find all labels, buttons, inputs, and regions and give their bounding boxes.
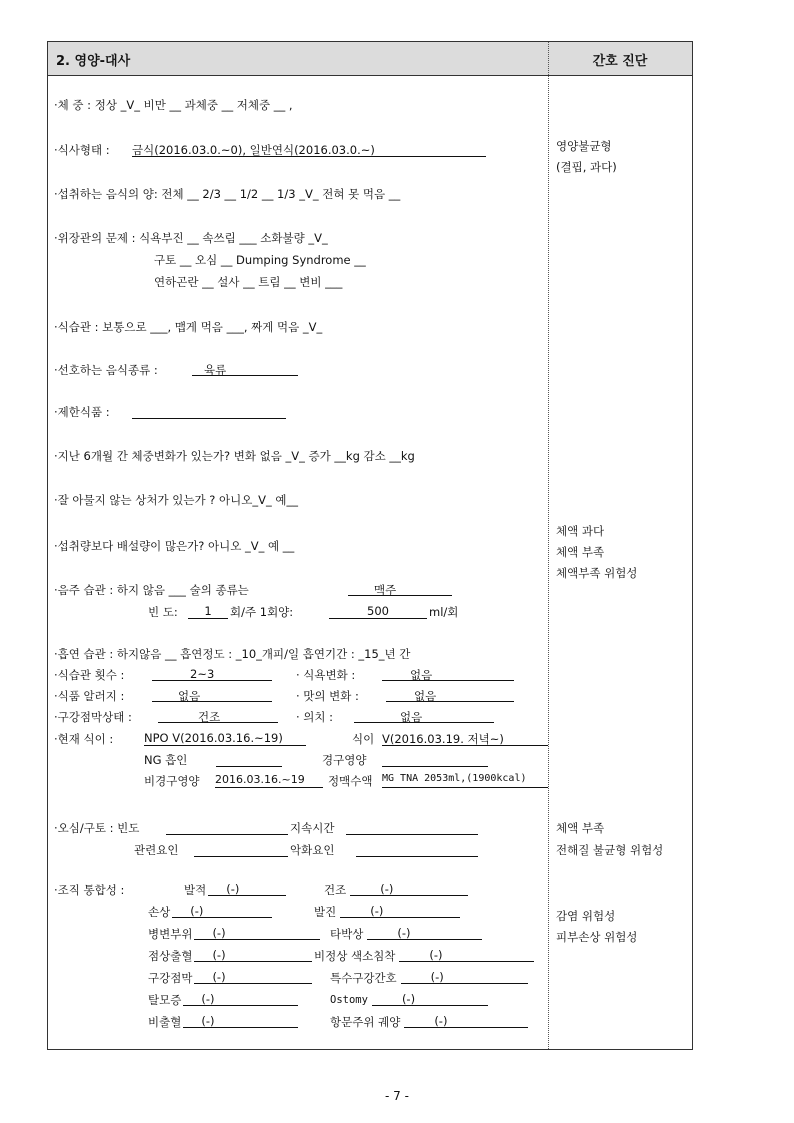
tissue-item-label: 탈모증 xyxy=(148,993,182,1007)
tissue-item-label: 발적 xyxy=(184,883,207,897)
tissue-item-b xyxy=(330,926,363,942)
diet-value: 금식(2016.03.0.~0), 일반연식(2016.03.0.~) xyxy=(132,142,486,157)
tissue-item-b-value-wrap xyxy=(399,948,534,962)
tissue-item-value-wrap xyxy=(183,1014,298,1028)
section-title: 2. 영양-대사 xyxy=(56,54,131,69)
nv-freq-line xyxy=(166,820,288,835)
tissue-item-label: 병변부위 xyxy=(148,927,193,941)
ng-label: NG 흡인 xyxy=(144,753,188,767)
tissue-item-b-label: 특수구강간호 xyxy=(330,971,397,985)
tissue-item-value-wrap xyxy=(194,926,320,940)
tissue-item-b-label: 타박상 xyxy=(330,927,364,941)
denture-label: · 의치 : xyxy=(296,710,334,724)
tissue-item-value: (-) xyxy=(194,948,312,962)
diagnosis-fluid-deficit-2: 체액 부족 xyxy=(556,821,605,835)
diagnosis-infection: 감염 위험성 xyxy=(556,909,616,923)
nv-duration-label: 지속시간 xyxy=(290,821,335,835)
nv-factor-line xyxy=(194,842,288,857)
npo-value: NPO V(2016.03.16.~19) xyxy=(144,731,306,746)
tissue-item-value: (-) xyxy=(194,970,312,984)
tissue-item-b xyxy=(314,948,395,964)
tissue-item-value-wrap xyxy=(208,882,286,896)
tissue-item-b-value: (-) xyxy=(367,926,482,940)
diagnosis-skin: 피부손상 위험성 xyxy=(556,930,638,944)
alcohol-amount: 500 xyxy=(329,604,427,619)
taste-value: 없음 xyxy=(386,688,514,702)
meals-value: 2~3 xyxy=(152,667,272,681)
gi-row-1: ·위장관의 문제 : 식욕부진 __ 속쓰림 ___ 소화불량 _V_ xyxy=(54,231,328,245)
tissue-item-b-value-wrap xyxy=(340,904,460,918)
nv-worse-line xyxy=(356,842,478,857)
appetite-label: · 식욕변화 : xyxy=(296,668,356,682)
restrict-value-line xyxy=(132,404,286,419)
diagnosis-fluid-excess: 체액 과다 xyxy=(556,524,605,538)
pref-label: ·선호하는 음식종류 : xyxy=(54,363,158,377)
tissue-item xyxy=(148,970,192,986)
tissue-item-b-label: 항문주위 궤양 xyxy=(330,1015,401,1029)
oral-value: 건조 xyxy=(158,709,278,723)
tissue-item-b-label: 건조 xyxy=(324,883,347,897)
diagnosis-electrolyte: 전해질 불균형 위험성 xyxy=(556,843,664,857)
tissue-item-value: (-) xyxy=(172,904,272,918)
tissue-item-b xyxy=(330,970,397,986)
tissue-item-label: 구강점막 xyxy=(148,971,193,985)
tissue-item xyxy=(184,882,206,898)
tissue-item-b-value-wrap xyxy=(401,970,528,984)
tissue-item-b-value: (-) xyxy=(401,970,528,984)
alcohol-type: 맥주 xyxy=(348,582,452,596)
alcohol-freq-unit: 회/주 1회양: xyxy=(230,605,294,619)
enteral-line xyxy=(382,752,488,767)
tissue-item xyxy=(148,926,192,942)
tissue-item-label: 손상 xyxy=(148,905,171,919)
gi-row-2: 구토 __ 오심 __ Dumping Syndrome __ xyxy=(154,253,366,267)
tissue-item xyxy=(148,992,181,1008)
nv-factor-label: 관련요인 xyxy=(134,843,179,857)
tissue-item-value: (-) xyxy=(183,1014,298,1028)
ng-line xyxy=(216,752,282,767)
allergy-value: 없음 xyxy=(152,688,272,702)
tissue-item-b-label: 발진 xyxy=(314,905,337,919)
weight-row: ·체 중 : 정상 _V_ 비만 __ 과체중 __ 저체중 __ , xyxy=(54,98,293,112)
alcohol-freq-label: 빈 도: xyxy=(148,605,178,619)
parenteral-value: 2016.03.16.~19 xyxy=(215,773,323,788)
tissue-item-value: (-) xyxy=(208,882,286,896)
tissue-item xyxy=(148,904,170,920)
restrict-label: ·제한식품 : xyxy=(54,405,110,419)
diet-now-value: V(2016.03.19. 저녁~) xyxy=(382,731,548,746)
diagnosis-nutrition-detail: (결핍, 과다) xyxy=(556,160,617,174)
tissue-item-b xyxy=(330,992,368,1006)
smoke-row: ·흡연 습관 : 하지않음 __ 흡연정도 : _10_개피/일 흡연기간 : _15_년 간 xyxy=(54,647,411,661)
oral-label: ·구강점막상태 : xyxy=(54,710,132,724)
alcohol-label: ·음주 습관 : 하지 않음 ___ 술의 종류는 xyxy=(54,583,249,597)
assessment-table xyxy=(47,41,693,1050)
allergy-label: ·식품 알러지 : xyxy=(54,689,125,703)
taste-label: · 맛의 변화 : xyxy=(296,689,359,703)
tissue-item-b-value-wrap xyxy=(372,992,488,1006)
enteral-label: 경구영양 xyxy=(322,753,367,767)
tissue-item-b-value: (-) xyxy=(404,1014,528,1028)
wound-row: ·잘 아물지 않는 상처가 있는가 ? 아니오_V_ 예__ xyxy=(54,493,298,507)
nv-label: ·오심/구토 : 빈도 xyxy=(54,821,140,835)
page-number: - 7 - xyxy=(385,1089,409,1103)
habit-row: ·식습관 : 보통으로 ___, 맵게 먹음 ___, 짜게 먹음 _V_ xyxy=(54,320,323,334)
tissue-item-value-wrap xyxy=(172,904,272,918)
intake-row: ·섭취하는 음식의 양: 전체 __ 2/3 __ 1/2 __ 1/3 _V_ 전혀 못 먹음 __ xyxy=(54,187,401,201)
output-row: ·섭취량보다 배설량이 많은가? 아니오 _V_ 예 __ xyxy=(54,539,295,553)
tissue-item-b-value: (-) xyxy=(372,992,488,1006)
tissue-item-b-value: (-) xyxy=(350,882,468,896)
diagnosis-fluid-risk: 체액부족 위험성 xyxy=(556,566,638,580)
tissue-item-label: 비출혈 xyxy=(148,1015,182,1029)
tissue-item-value-wrap xyxy=(194,970,312,984)
tissue-item xyxy=(148,948,192,964)
tissue-item-value: (-) xyxy=(194,926,320,940)
tissue-item-value: (-) xyxy=(183,992,298,1006)
tissue-item-b-label: Ostomy xyxy=(330,994,368,1006)
denture-value: 없음 xyxy=(354,709,494,723)
tissue-item-b-value-wrap xyxy=(404,1014,528,1028)
diagnosis-fluid-deficit: 체액 부족 xyxy=(556,545,605,559)
tissue-item-b-value-wrap xyxy=(350,882,468,896)
current-diet-label: ·현재 식이 : xyxy=(54,732,114,746)
tissue-item-b xyxy=(324,882,346,898)
tissue-item-value-wrap xyxy=(183,992,298,1006)
iv-label: 정맥수액 xyxy=(328,774,373,788)
diagnosis-nutrition: 영양불균형 xyxy=(556,139,612,153)
diet-label: ·식사형태 : xyxy=(54,143,110,157)
appetite-value: 없음 xyxy=(382,667,514,681)
tissue-item-b-value-wrap xyxy=(367,926,482,940)
tissue-item-label: 점상출혈 xyxy=(148,949,193,963)
tissue-item-b xyxy=(314,904,336,920)
column-divider xyxy=(548,42,549,1049)
nv-duration-line xyxy=(346,820,478,835)
meals-label: ·식습관 횟수 : xyxy=(54,668,125,682)
tissue-item xyxy=(148,1014,181,1030)
tissue-item-b-value: (-) xyxy=(340,904,460,918)
diet-label-2: 식이 xyxy=(352,732,375,746)
nv-worse-label: 악화요인 xyxy=(290,843,335,857)
diagnosis-header: 간호 진단 xyxy=(592,54,648,69)
gi-row-3: 연하곤란 __ 설사 __ 트림 __ 변비 ___ xyxy=(154,275,343,289)
pref-value: 육류 xyxy=(192,362,298,376)
tissue-label: ·조직 통합성 : xyxy=(54,883,125,897)
tissue-item-b xyxy=(330,1014,400,1030)
tissue-item-b-value: (-) xyxy=(399,948,534,962)
alcohol-amount-unit: ml/회 xyxy=(429,605,459,619)
weight-change-row: ·지난 6개월 간 체중변화가 있는가? 변화 없음 _V_ 증가 __kg 감소 __kg xyxy=(54,449,415,463)
iv-value: MG TNA 2053ml,(1900kcal) xyxy=(382,773,548,788)
tissue-item-value-wrap xyxy=(194,948,312,962)
tissue-item-b-label: 비정상 색소침착 xyxy=(314,949,396,963)
alcohol-freq: 1 xyxy=(188,604,228,619)
parenteral-label: 비경구영양 xyxy=(144,774,200,788)
